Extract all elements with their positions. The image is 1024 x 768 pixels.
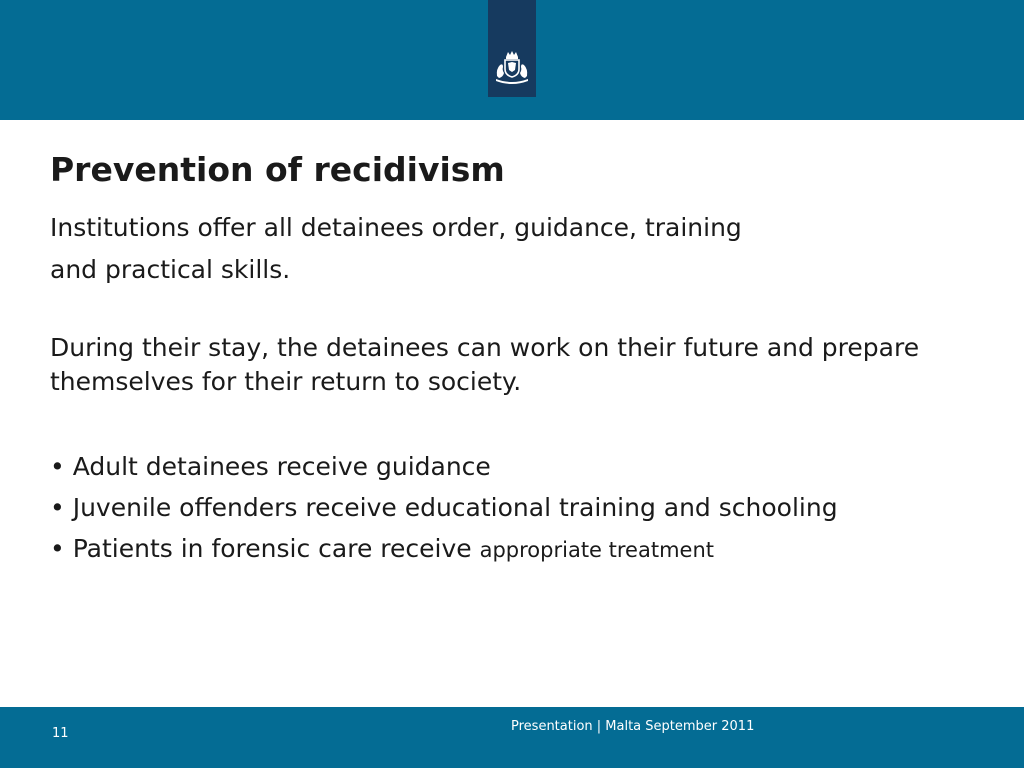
intro-line-2: and practical skills. [50, 255, 291, 284]
bullet-item [50, 487, 838, 528]
bullet-item [50, 528, 838, 571]
footer-band [0, 707, 1024, 768]
intro-paragraph [50, 207, 980, 291]
bullet-text: Juvenile offenders receive educational training and schooling [72, 493, 838, 522]
footer-text: Presentation | Malta September 2011 [511, 719, 755, 734]
bullet-marker: • [50, 493, 65, 522]
intro-line-1: Institutions offer all detainees order, guidance, training [50, 213, 742, 242]
slide-title: Prevention of recidivism [50, 150, 505, 189]
logo-ribbon [488, 0, 536, 97]
bullet-text: Patients in forensic care receive [72, 534, 472, 563]
stay-paragraph: During their stay, the detainees can work on their future and prepare themselves for their return to society. [50, 333, 920, 396]
slide-number: 11 [52, 726, 69, 741]
bullet-list [50, 446, 838, 571]
bullet-text: Adult detainees receive guidance [72, 452, 491, 481]
bullet-marker: • [50, 534, 65, 563]
header-band [0, 0, 1024, 120]
bullet-item [50, 446, 838, 487]
coat-of-arms-icon [491, 50, 533, 86]
bullet-text-small: appropriate treatment [479, 538, 715, 562]
bullet-marker: • [50, 452, 65, 481]
